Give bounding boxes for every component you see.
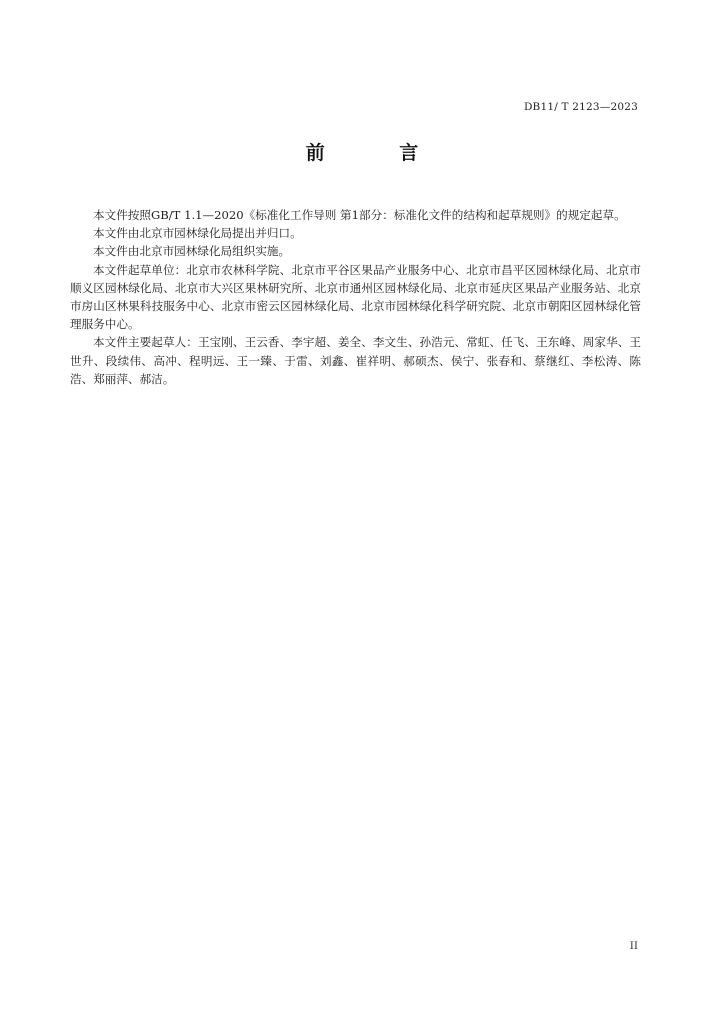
paragraph-drafting-rules: 本文件按照GB/T 1.1—2020《标准化工作导则 第1部分：标准化文件的结构和起草规则》的规定起草。 <box>93 208 626 222</box>
foreword-body <box>70 206 641 388</box>
paragraph-drafting-units: 本文件起草单位：北京市农林科学院、北京市平谷区果品产业服务中心、北京市昌平区园林绿化局、北京市顺义区园林绿化局、北京市大兴区果林研究所、北京市通州区园林绿化局、北京市延庆区果品产业服务站、北京市房山区林果科技服务中心、北京市密云区园林绿化局、北京市园林绿化科学研究院、北京市朝阳区园林绿化管理服务中心。 <box>70 262 641 332</box>
document-code: DB11/ T 2123—2023 <box>523 101 638 113</box>
paragraph-main-drafters: 本文件主要起草人：王宝刚、王云香、李宇超、姜全、李文生、孙浩元、常虹、任飞、王东峰、周家华、王世升、段续伟、高冲、程明远、王一臻、于雷、刘鑫、崔祥明、郝硕杰、侯宁、张春和、蔡继红、李松涛、陈浩、郑丽萍、郝洁。 <box>70 335 641 386</box>
paragraph-implementer: 本文件由北京市园林绿化局组织实施。 <box>93 244 291 259</box>
page-title: 前 言 <box>305 142 453 164</box>
page-number: II <box>629 940 638 952</box>
paragraph-proposer: 本文件由北京市园林绿化局提出并归口。 <box>93 226 302 241</box>
